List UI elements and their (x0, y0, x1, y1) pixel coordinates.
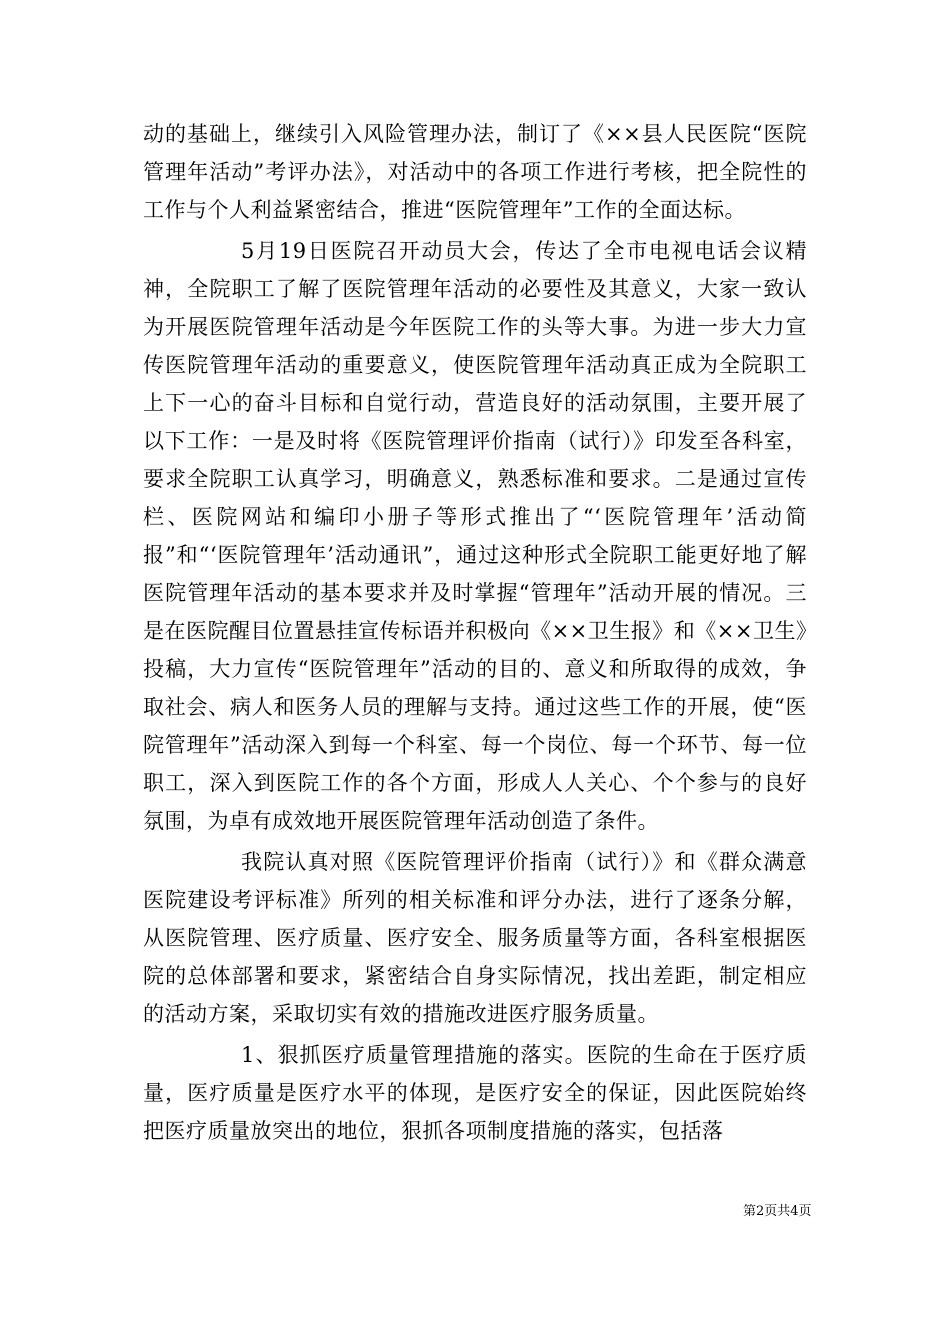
paragraph-standards-breakdown: 我院认真对照《医院管理评价指南（试行）》和《群众满意医院建设考评标准》所列的相关标准和评分办法，进行了逐条分解，从医院管理、医疗质量、医疗安全、服务质量等方面，各科室根据医院的总体部署和要求，紧密结合自身实际情况，找出差距，制定相应的活动方案，采取切实有效的措施改进医疗服务质量。 (143, 850, 807, 1026)
paragraph-mobilization-meeting: 5月19日医院召开动员大会，传达了全市电视电话会议精神，全院职工了解了医院管理年活动的必要性及其意义，大家一致认为开展医院管理年活动是今年医院工作的头等大事。为进一步大力宣传医院管理年活动的重要意义，使医院管理年活动真正成为全院职工上下一心的奋斗目标和自觉行动，营造良好的活动氛围，主要开展了以下工作：一是及时将《医院管理评价指南（试行）》印发至各科室，要求全院职工认真学习，明确意义，熟悉标准和要求。二是通过宣传栏、医院网站和编印小册子等形式推出了“‘医院管理年’活动简报”和“‘医院管理年’活动通讯”，通过这种形式全院职工能更好地了解医院管理年活动的基本要求并及时掌握“管理年”活动开展的情况。三是在医院醒目位置悬挂宣传标语并积极向《××卫生报》和《××卫生》投稿，大力宣传“医院管理年”活动的目的、意义和所取得的成效，争取社会、病人和医务人员的理解与支持。通过这些工作的开展，使“医院管理年”活动深入到每一个科室、每一个岗位、每一个环节、每一位职工，深入到医院工作的各个方面，形成人人关心、个个参与的良好氛围，为卓有成效地开展医院管理年活动创造了条件。 (143, 239, 807, 833)
page-number-footer: 第2页共4页 (743, 1204, 812, 1219)
paragraph-continuation: 动的基础上，继续引入风险管理办法，制订了《××县人民医院“医院管理年活动”考评办法》，对活动中的各项工作进行考核，把全院性的工作与个人利益紧密结合，推进“医院管理年”工作的全面达标。 (143, 122, 807, 222)
document-body (143, 115, 807, 1150)
paragraph-quality-management: 1、狠抓医疗质量管理措施的落实。医院的生命在于医疗质量，医疗质量是医疗水平的体现，是医疗安全的保证，因此医院始终把医疗质量放突出的地位，狠抓各项制度措施的落实，包括落 (143, 1043, 807, 1143)
